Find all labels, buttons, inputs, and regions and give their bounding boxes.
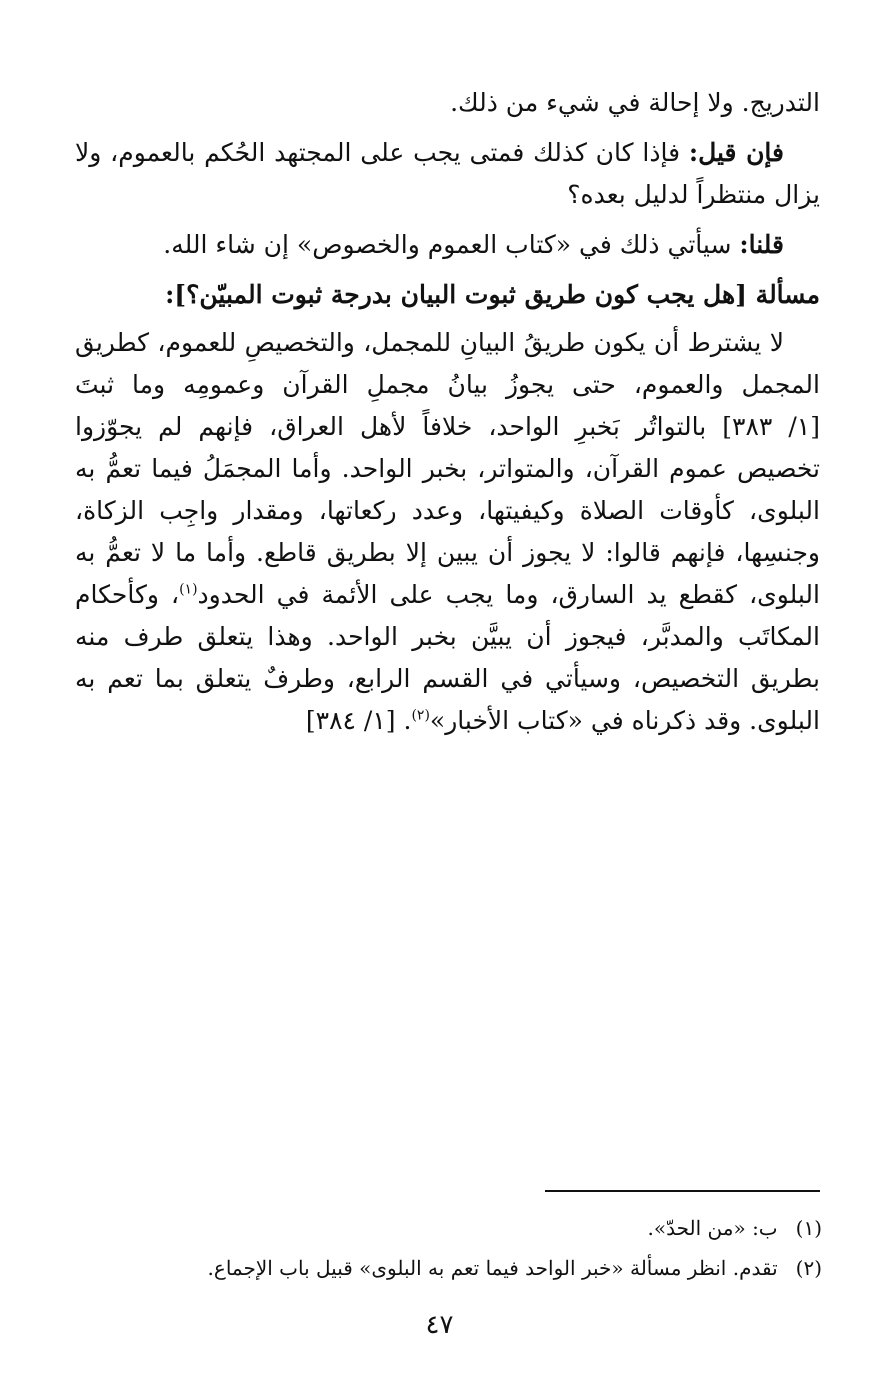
footnote-text: ب: «من الحدّ». xyxy=(647,1216,778,1240)
paragraph-4 xyxy=(75,322,820,742)
footnote-text: تقدم. انظر مسألة «خبر الواحد فيما تعم به البلوى» قبيل باب الإجماع. xyxy=(207,1256,778,1280)
paragraph-4-text-3: ، وكأحكام المكاتَب والمدبَّر، فيجوز أن يبيَّن بخبر الواحد. وهذا يتعلق طرف منه بطريق التخصيص، وسيأتي في القسم الرابع، وطرفٌ يتعلق بما تعم به البلوى. وقد ذكرناه في «كتاب الأخبار» xyxy=(75,580,820,735)
footnote-2 xyxy=(100,1248,822,1288)
volume-page-reference: [١/ ٣٨٣] xyxy=(722,412,820,441)
footnote-number: (٢) xyxy=(795,1256,822,1280)
footnote-marker-1: (١) xyxy=(179,581,198,598)
reply-lead: قلنا: xyxy=(739,230,784,259)
page-number: ٤٧ xyxy=(425,1310,454,1340)
paragraph-2-text: فإذا كان كذلك فمتى يجب على المجتهد الحُكم بالعموم، ولا يزال منتظراً لدليل بعده؟ xyxy=(75,138,820,209)
footnotes xyxy=(100,1208,822,1288)
volume-page-reference: [١/ ٣٨٤] xyxy=(305,706,396,735)
section-heading-text: مسألة [هل يجب كون طريق ثبوت البيان بدرجة ثبوت المبيّن؟]: xyxy=(165,280,820,309)
paragraph-4-text-1: لا يشترط أن يكون طريقُ البيانِ للمجمل، والتخصيصِ للعموم، كطريق المجمل والعموم، حتى يجوزُ بيانُ مجملِ القرآن وعمومِه وما ثبتَ xyxy=(75,328,820,399)
paragraph-4-text-2: بالتواتُر بَخبرِ الواحد، خلافاً لأهل العراق، فإنهم لم يجوّزوا تخصيص عموم القرآن، والمتواتر، بخبر الواحد. وأما المجمَلُ فيما تعمُّ به البلوى، كأوقات الصلاة وكيفيتها، وعدد ركعاتها، ومقدار واجِب الزكاة، وجنسِها، فإنهم قالوا: لا يجوز أن يبين إلا بطريق قاطع. وأما ما لا تعمُّ به البلوى، كقطع يد السارق، وما يجب على الأئمة في الحدود xyxy=(75,412,820,609)
paragraph-2 xyxy=(75,132,820,216)
objection-lead: فإن قيل: xyxy=(688,138,784,167)
paragraph-1 xyxy=(75,82,820,124)
paragraph-3-text: سيأتي ذلك في «كتاب العموم والخصوص» إن شاء الله. xyxy=(163,230,740,259)
footnote-divider xyxy=(545,1190,820,1192)
footnote-number: (١) xyxy=(795,1216,822,1240)
main-text xyxy=(75,82,820,750)
section-heading xyxy=(75,274,820,316)
paragraph-1-text: التدريج. ولا إحالة في شيء من ذلك. xyxy=(450,88,820,117)
paragraph-3 xyxy=(75,224,820,266)
footnote-marker-2: (٢) xyxy=(411,707,430,724)
footnote-1 xyxy=(100,1208,822,1248)
paragraph-4-text-4: . xyxy=(395,706,412,735)
